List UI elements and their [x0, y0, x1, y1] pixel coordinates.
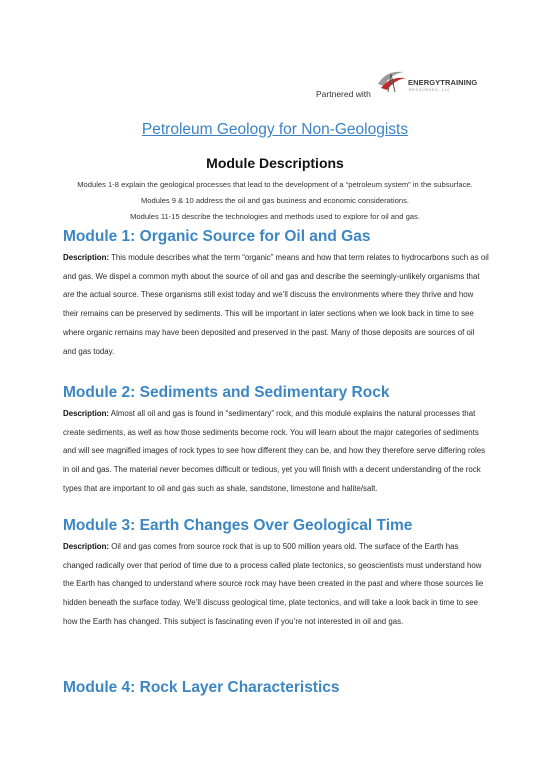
intro-line: Modules 9 & 10 address the oil and gas business and economic considerations.	[140, 196, 410, 205]
module-description	[63, 538, 489, 632]
module-description	[63, 249, 489, 361]
document-subtitle: Module Descriptions	[206, 155, 344, 171]
description-label: Description:	[63, 253, 110, 262]
description-text: Almost all oil and gas is found in “sedimentary” rock, and this module explains the natural processes that create sediments, as well as how those sediments become rock. You will learn about the major categories of sediments and will see magnified images of rock types to see how different they can be, and how they therefore serve differing roles in oil and gas. The material never becomes difficult or tedious, yet you will finish with a decent understanding of the rock types that are important to oil and gas such as shale, sandstone, limestone and halite/salt.	[63, 409, 486, 493]
module-heading: Module 3: Earth Changes Over Geological Time	[63, 517, 413, 534]
description-label: Description:	[63, 542, 110, 551]
description-label: Description:	[63, 409, 110, 418]
module-heading: Module 1: Organic Source for Oil and Gas	[63, 228, 371, 245]
partnered-with-label: Partnered with	[316, 89, 371, 99]
intro-line: Modules 11-15 describe the technologies and methods used to explore for oil and gas.	[130, 212, 420, 221]
module-description	[63, 405, 489, 499]
module-heading: Module 4: Rock Layer Characteristics	[63, 679, 340, 696]
oil-derrick-swoosh-icon	[376, 66, 408, 96]
module-heading: Module 2: Sediments and Sedimentary Rock	[63, 384, 390, 401]
logo-sub-text: RESOURCES, LLC	[409, 88, 451, 92]
company-logo	[376, 66, 486, 110]
description-text: This module describes what the term “organic” means and how that term relates to hydrocarbons such as oil and gas. We dispel a common myth about the source of oil and gas and describe the seemingly-unlikely organisms that are the actual source. These organisms still exist today and we’ll discuss the environments where they thrive and how their remains can be preserved by sediments. This will be important in later sections when we look back in time to see where organic remains may have been deposited and preserved in the past. Many of those deposits are sources of oil and gas today.	[63, 253, 489, 356]
description-text: Oil and gas comes from source rock that is up to 500 million years old. The surface of the Earth has changed radically over that period of time due to a process called plate tectonics, so geoscientists must understand how the Earth has changed to understand where source rock may have been created in the past and where those sources lie hidden beneath the surface today. We’ll discuss geological time, plate tectonics, and will take a look back in time to see how the Earth has changed. This subject is fascinating even if you’re not interested in oil and gas.	[63, 542, 484, 626]
intro-line: Modules 1-8 explain the geological processes that lead to the development of a “petroleum system” in the subsurface.	[77, 180, 473, 189]
document-title: Petroleum Geology for Non-Geologists	[141, 121, 409, 138]
logo-brand-text: ENERGYTRAINING	[408, 78, 478, 87]
